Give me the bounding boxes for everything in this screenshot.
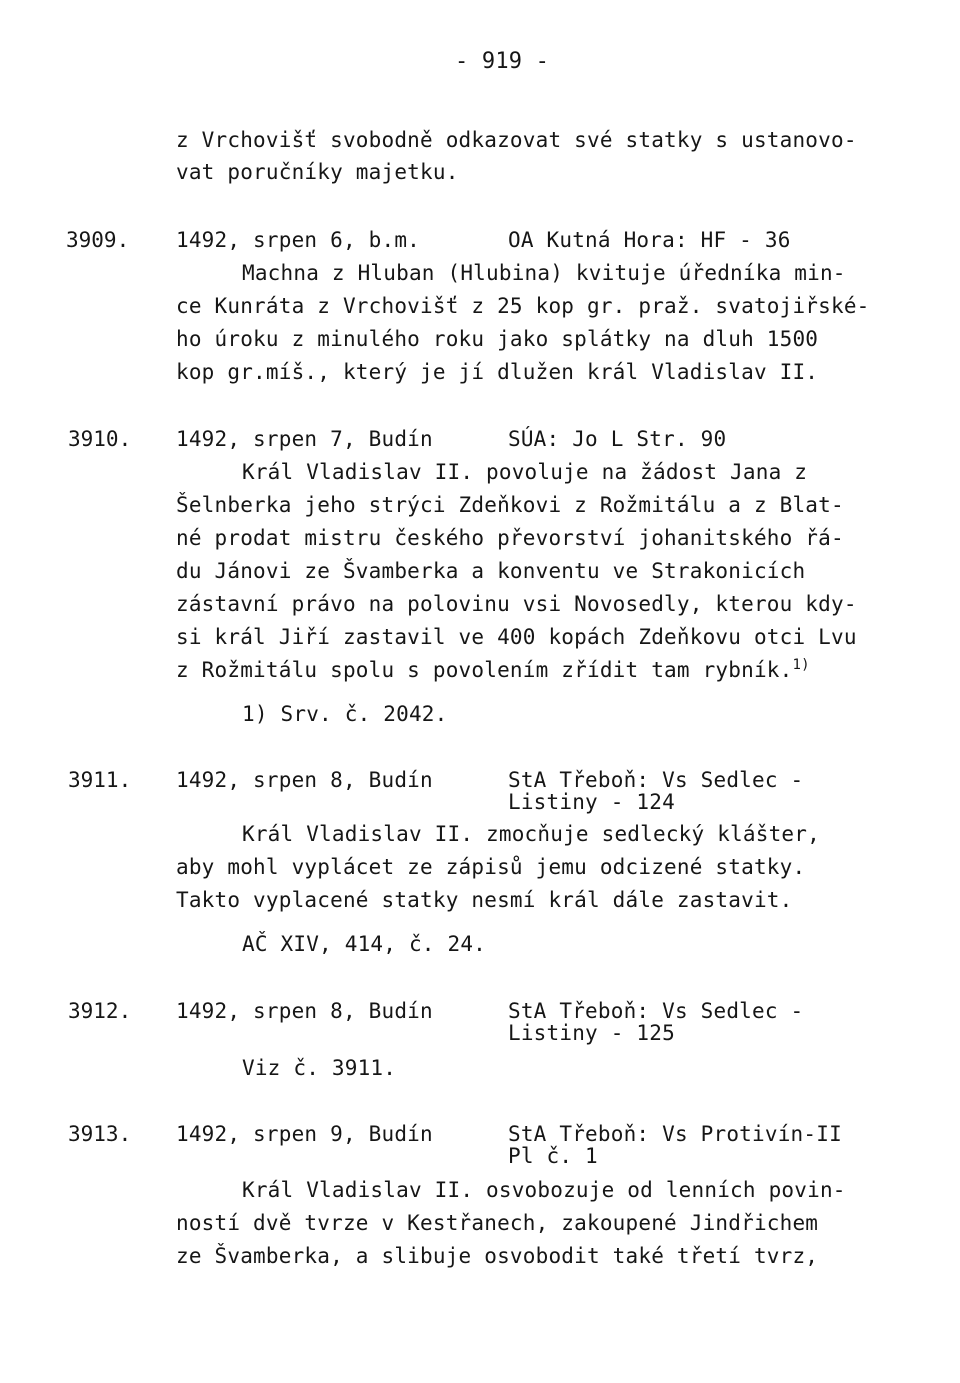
entry-date-place: 1492, srpen 7, Budín bbox=[176, 427, 433, 451]
entry-number: 3911. bbox=[68, 768, 132, 792]
entry-reference: Viz č. 3911. bbox=[242, 1056, 397, 1080]
entry-text-line: Král Vladislav II. povoluje na žádost Jana z bbox=[242, 460, 808, 484]
entry-date-place: 1492, srpen 6, b.m. bbox=[176, 228, 421, 252]
entry-text-line: z Rožmitálu spolu s povolením zřídit tam rybník. bbox=[176, 658, 793, 682]
entry-number: 3912. bbox=[68, 999, 132, 1023]
entry-text-line: ze Švamberka, a slibuje osvobodit také třetí tvrz, bbox=[176, 1244, 819, 1268]
entry-text-line: Král Vladislav II. osvobozuje od lenních povin- bbox=[242, 1178, 846, 1202]
entry-text-line: né prodat mistru českého převorství johanitského řá- bbox=[176, 526, 844, 550]
entry-text-line: kop gr.míš., který je jí dlužen král Vladislav II. bbox=[176, 360, 819, 384]
entry-text-line: zástavní právo na polovinu vsi Novosedly, kterou kdy- bbox=[176, 592, 857, 616]
entry-text-line: aby mohl vyplácet ze zápisů jemu odcizené statky. bbox=[176, 855, 806, 879]
entry-source: Listiny - 124 bbox=[508, 790, 675, 814]
entry-text-line: ností dvě tvrze v Kestřanech, zakoupené Jindřichem bbox=[176, 1211, 819, 1235]
entry-source: StA Třeboň: Vs Sedlec - bbox=[508, 999, 804, 1023]
entry-number: 3913. bbox=[68, 1122, 132, 1146]
entry-text-line: ho úroku z minulého roku jako splátky na dluh 1500 bbox=[176, 327, 819, 351]
entry-source: StA Třeboň: Vs Protivín-II bbox=[508, 1122, 842, 1146]
entry-text-line-with-footnote bbox=[176, 654, 810, 686]
intro-line: z Vrchovišť svobodně odkazovat své statky s ustanovo- bbox=[176, 128, 857, 152]
entry-source: OA Kutná Hora: HF - 36 bbox=[508, 228, 791, 252]
entry-text-line: Šelnberka jeho strýci Zdeňkovi z Rožmitálu a z Blat- bbox=[176, 493, 844, 517]
entry-number: 3909. bbox=[66, 228, 130, 252]
entry-text-line: Král Vladislav II. zmocňuje sedlecký klášter, bbox=[242, 822, 820, 846]
entry-date-place: 1492, srpen 8, Budín bbox=[176, 768, 433, 792]
entry-text-line: Machna z Hluban (Hlubina) kvituje úředníka min- bbox=[242, 261, 846, 285]
entry-source: SÚA: Jo L Str. 90 bbox=[508, 427, 727, 451]
entry-source: Pl č. 1 bbox=[508, 1144, 598, 1168]
intro-line: vat poručníky majetku. bbox=[176, 160, 459, 184]
entry-text-line: Takto vyplacené statky nesmí král dále zastavit. bbox=[176, 888, 793, 912]
entry-date-place: 1492, srpen 9, Budín bbox=[176, 1122, 433, 1146]
entry-text-line: si král Jiří zastavil ve 400 kopách Zdeňkovu otci Lvu bbox=[176, 625, 857, 649]
entry-number: 3910. bbox=[68, 427, 132, 451]
entry-source: StA Třeboň: Vs Sedlec - bbox=[508, 768, 804, 792]
entry-reference: AČ XIV, 414, č. 24. bbox=[242, 932, 487, 956]
entry-text-line: du Jánovi ze Švamberka a konventu ve Strakonicích bbox=[176, 559, 806, 583]
entry-source: Listiny - 125 bbox=[508, 1021, 675, 1045]
entry-text-line: ce Kunráta z Vrchovišť z 25 kop gr. praž. svatojiřské- bbox=[176, 294, 870, 318]
page-number: - 919 - bbox=[455, 49, 550, 74]
entry-date-place: 1492, srpen 8, Budín bbox=[176, 999, 433, 1023]
footnote: 1) Srv. č. 2042. bbox=[242, 702, 448, 726]
footnote-marker: 1) bbox=[792, 657, 810, 673]
